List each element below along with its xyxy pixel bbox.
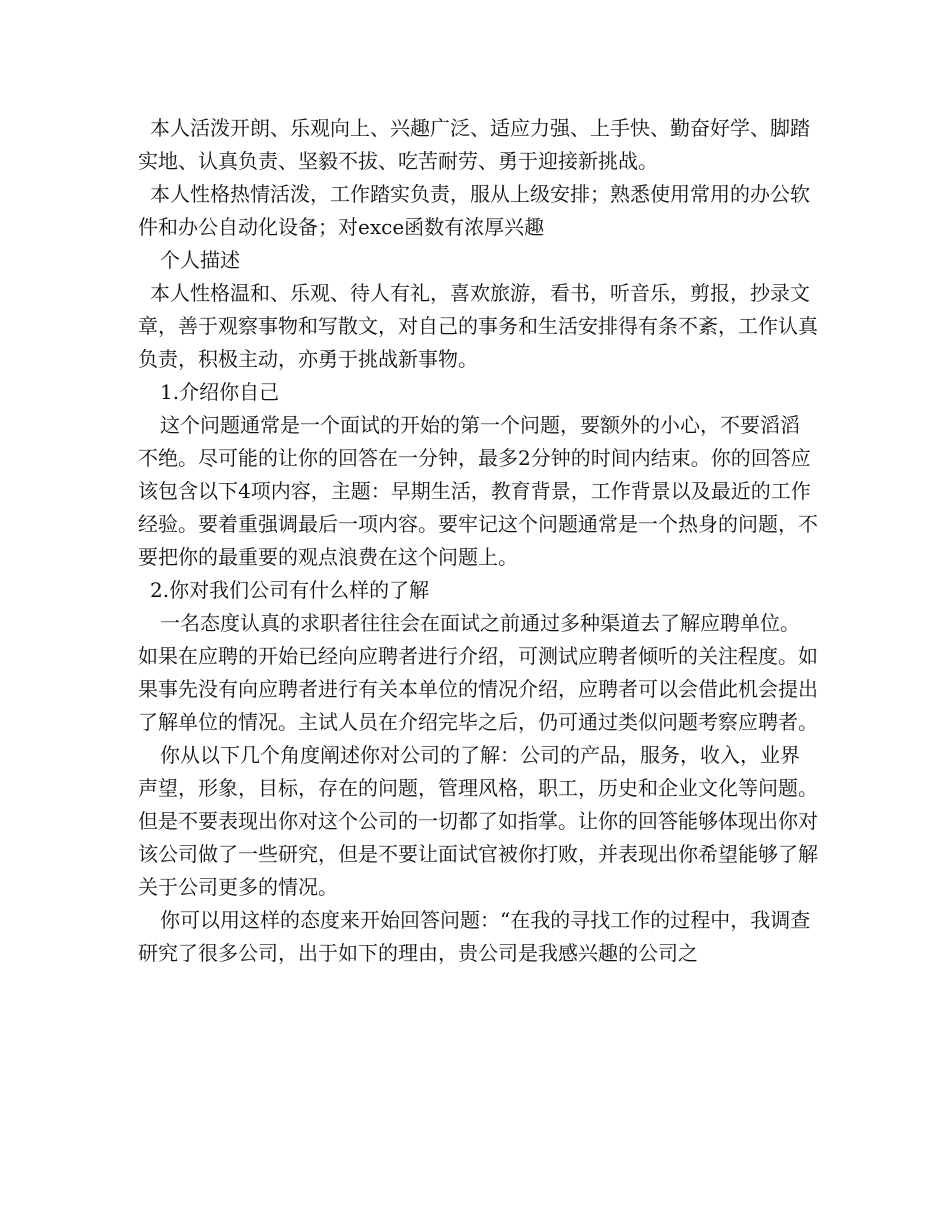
paragraph-introduce-yourself: 这个问题通常是一个面试的开始的第一个问题，要额外的小心，不要滔滔不绝。尽可能的让你的回答在一分钟，最多2分钟的时间内结束。你的回答应该包含以下4项内容，主题：早期生活，教育背景，工作背景以及最近的工作经验。要着重强调最后一项内容。要牢记这个问题通常是一个热身的问题，不要把你的最重要的观点浪费在这个问题上。 [138, 413, 818, 569]
heading-company-knowledge: 2.你对我们公司有什么样的了解 [150, 578, 430, 602]
document-page [138, 112, 818, 970]
paragraph-company-aspects: 你从以下几个角度阐述你对公司的了解：公司的产品，服务，收入，业界声望，形象，目标，存在的问题，管理风格，职工，历史和企业文化等问题。但是不要表现出你对这个公司的一切都了如指掌。让你的回答能够体现出你对该公司做了一些研究，但是不要让面试官被你打败，并表现出你希望能够了解关于公司更多的情况。 [138, 743, 818, 899]
paragraph-personal-description: 本人性格温和、乐观、待人有礼，喜欢旅游，看书，听音乐，剪报，抄录文章，善于观察事物和写散文，对自己的事务和生活安排得有条不紊，工作认真负责，积极主动，亦勇于挑战新事物。 [138, 281, 818, 371]
heading-introduce-yourself: 1.介绍你自己 [160, 380, 280, 404]
paragraph-company-research: 一名态度认真的求职者往往会在面试之前通过多种渠道去了解应聘单位。如果在应聘的开始已经向应聘者进行介绍，可测试应聘者倾听的关注程度。如果事先没有向应聘者进行有关本单位的情况介绍，应聘者可以会借此机会提出了解单位的情况。主试人员在介绍完毕之后，仍可通过类似问题考察应聘者。 [138, 611, 818, 734]
heading-personal-description: 个人描述 [160, 248, 240, 272]
paragraph-personality: 本人性格热情活泼，工作踏实负责，服从上级安排；熟悉使用常用的办公软件和办公自动化设备；对exce函数有浓厚兴趣 [138, 182, 810, 239]
paragraph-answer-approach: 你可以用这样的态度来开始回答问题：“在我的寻找工作的过程中，我调查研究了很多公司，出于如下的理由，贵公司是我感兴趣的公司之 [138, 908, 811, 965]
paragraph-self-assessment: 本人活泼开朗、乐观向上、兴趣广泛、适应力强、上手快、勤奋好学、脚踏实地、认真负责、坚毅不拔、吃苦耐劳、勇于迎接新挑战。 [138, 116, 810, 173]
